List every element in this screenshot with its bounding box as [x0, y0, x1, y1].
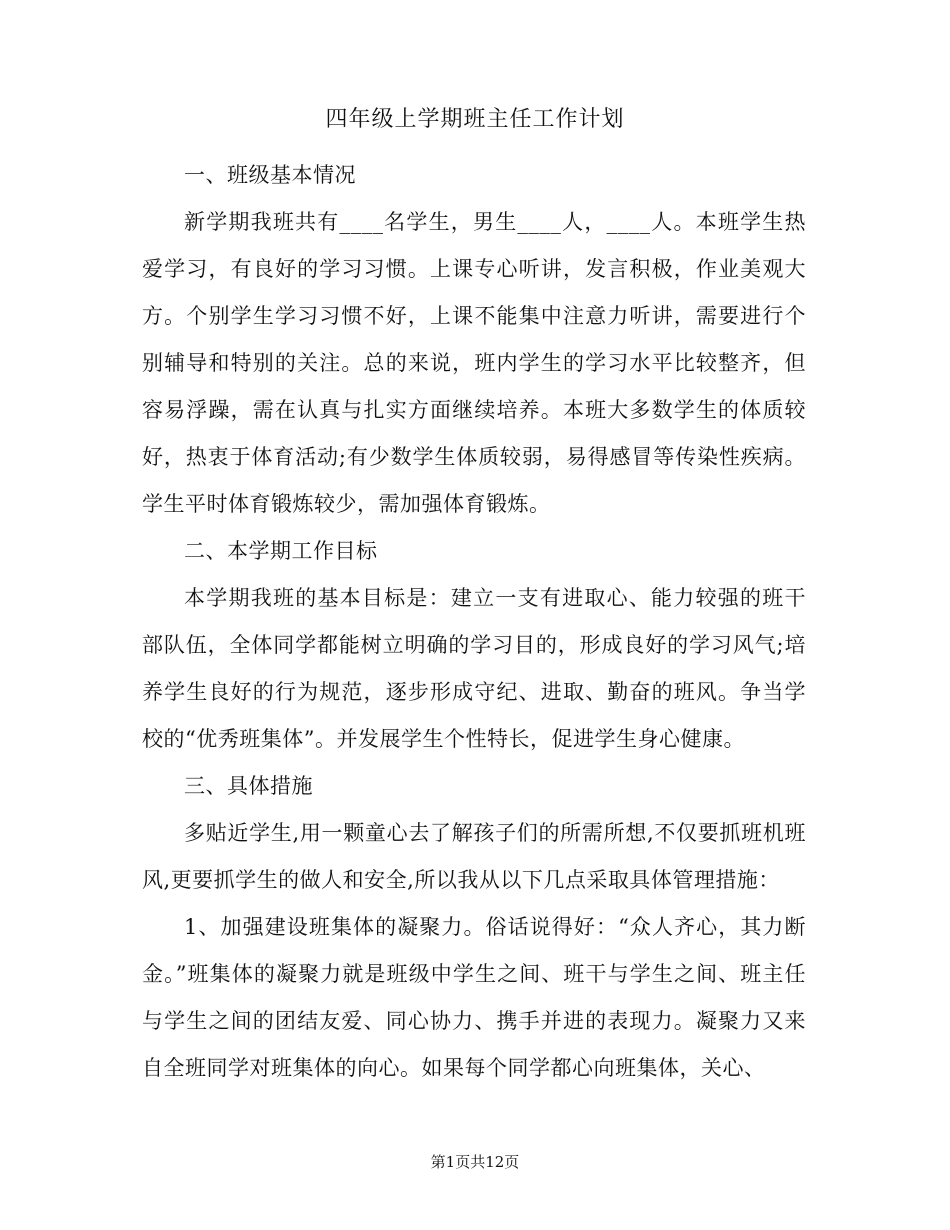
- section-heading-2: 二、本学期工作目标: [184, 539, 378, 563]
- page-number-footer: 第1页共12页: [430, 1153, 520, 1171]
- section-heading-1: 一、班级基本情况: [184, 163, 356, 187]
- document-title: 四年级上学期班主任工作计划: [325, 107, 625, 132]
- paragraph-class-situation: 新学期我班共有____名学生，男生____人，____人。本班学生热爱学习，有良好的学习习惯。上课专心听讲，发言积极，作业美观大方。个别学生学习习惯不好，上课不能集中注意力听讲，需要进行个别辅导和特别的关注。总的来说，班内学生的学习水平比较整齐，但容易浮躁，需在认真与扎实方面继续培养。本班大多数学生的体质较好，热衷于体育活动;有少数学生体质较弱，易得感冒等传染性疾病。学生平时体育锻炼较少，需加强体育锻炼。: [142, 210, 806, 516]
- section-heading-3: 三、具体措施: [184, 774, 313, 798]
- paragraph-measure-1: 1、加强建设班集体的凝聚力。俗话说得好：“众人齐心，其力断金。”班集体的凝聚力就是班级中学生之间、班干与学生之间、班主任与学生之间的团结友爱、同心协力、携手并进的表现力。凝聚力又来自全班同学对班集体的向心。如果每个同学都心向班集体，关心、: [142, 915, 806, 1080]
- paragraph-measures-intro: 多贴近学生,用一颗童心去了解孩子们的所需所想,不仅要抓班机班风,更要抓学生的做人和安全,所以我从以下几点采取具体管理措施：: [142, 821, 806, 892]
- paragraph-work-goals: 本学期我班的基本目标是：建立一支有进取心、能力较强的班干部队伍，全体同学都能树立明确的学习目的，形成良好的学习风气;培养学生良好的行为规范，逐步形成守纪、进取、勤奋的班风。争当学校的“优秀班集体”。并发展学生个性特长，促进学生身心健康。: [142, 586, 806, 751]
- document-body: [142, 152, 806, 1092]
